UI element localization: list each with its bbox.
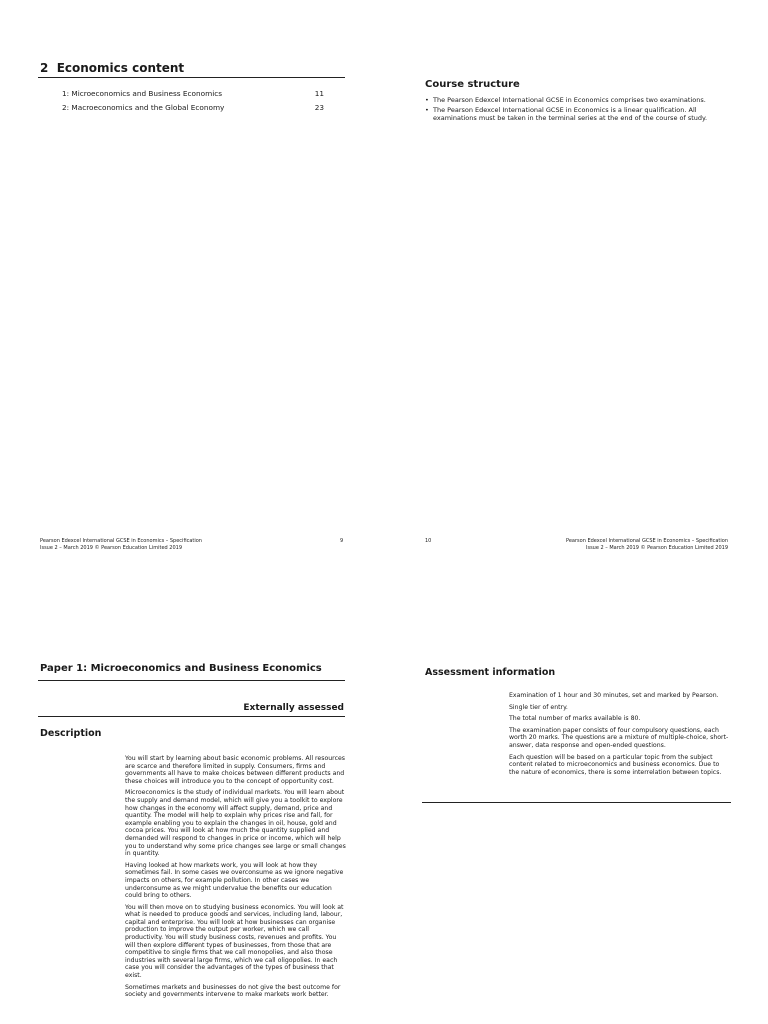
footer-line: Pearson Edexcel International GCSE in Economics – Specification (566, 538, 728, 544)
page12-bottom-rule (422, 802, 731, 803)
footer-line: Pearson Edexcel International GCSE in Economics – Specification (40, 538, 202, 544)
page9-footer (40, 538, 240, 551)
toc-page-number: 11 (314, 89, 324, 98)
page10-bullet-list (424, 96, 723, 124)
page12-assessment-list (509, 692, 731, 780)
assessment-item: Examination of 1 hour and 30 minutes, set and marked by Pearson. (509, 692, 719, 699)
toc-label: 1: Microeconomics and Business Economics (62, 89, 223, 98)
page11-assessed-rule (38, 716, 345, 717)
assessment-item: The examination paper consists of four compulsory questions, each worth 20 marks. The questions are a mixture of multiple-choice, short-answer, data response and open-ended questions. (509, 726, 729, 749)
assessment-item: The total number of marks available is 80. (509, 715, 641, 723)
toc-label: 2: Macroeconomics and the Global Economy (62, 103, 225, 112)
assessment-item: Single tier of entry. (509, 703, 568, 711)
description-paragraph: You will then move on to studying business economics. You will look at what is needed to produce goods and services, including land, labour, capital and enterprise. You will look at how businesses can organise production to improve the output per worker, which we call productivity. You will study business costs, revenues and profits. You will then explore different types of businesses, from those that are competitive to single firms that we call monopolies, and also those industries with several large firms, which we call oligopolies. In each case you will consider the advantages of the types of business that exist. (125, 903, 344, 980)
page10-footer (500, 538, 728, 551)
page12-heading: Assessment information (425, 667, 556, 678)
description-paragraph: Microeconomics is the study of individual markets. You will learn about the supply and demand model, which will give you a toolkit to explore how changes in the economy will affect supply, demand, price and quantity. The model will help to explain why prices rise and fall, for example enabling you to explain the changes in oil, house, gold and cocoa prices. You will look at how much the quantity supplied and demanded will respond to changes in price or income, which will help you to understand why some price changes see large or small changes in quantity. (125, 789, 346, 858)
page11-description-heading: Description (40, 728, 102, 739)
description-paragraph: You will start by learning about basic economic problems. All resources are scarce and therefore limited in supply. Consumers, firms and governments all have to make choices between different products and these choices will introduce you to the concept of opportunity cost. (125, 755, 346, 785)
page9-number: 9 (340, 538, 344, 544)
page11-description-body (125, 755, 347, 1003)
footer-line: Issue 2 – March 2019 © Pearson Education Limited 2019 (40, 544, 183, 551)
page11-heading-rule (38, 680, 345, 681)
assessment-item: Each question will be based on a particular topic from the subject content related to microeconomics and business economics. Due to the nature of economics, there is some interrelation between topics. (509, 753, 722, 776)
page11-heading: Paper 1: Microeconomics and Business Economics (40, 663, 322, 674)
page9-heading: 2 Economics content (40, 61, 185, 75)
page10-number: 10 (425, 538, 432, 544)
description-paragraph: Having looked at how markets work, you will look at how they sometimes fail. In some cases we overconsume as we ignore negative impacts on others, for example pollution. In other cases we underconsume as we might undervalue the benefits our education could bring to others. (125, 861, 344, 900)
toc-page-number: 23 (314, 103, 324, 112)
list-item: • The Pearson Edexcel International GCSE in Economics is a linear qualification. All examinations must be taken in the terminal series at the end of the course of study. (433, 106, 723, 122)
description-paragraph: Sometimes markets and businesses do not give the best outcome for society and governments intervene to make markets work better. (125, 983, 341, 999)
toc-row[interactable] (62, 103, 324, 112)
list-item: • The Pearson Edexcel International GCSE in Economics comprises two examinations. (433, 96, 723, 104)
toc-row[interactable] (62, 89, 324, 98)
page10-heading: Course structure (425, 79, 520, 90)
page9-heading-rule (38, 77, 345, 78)
footer-line: Issue 2 – March 2019 © Pearson Education Limited 2019 (585, 544, 728, 551)
page11-assessed-label: Externally assessed (243, 703, 344, 713)
